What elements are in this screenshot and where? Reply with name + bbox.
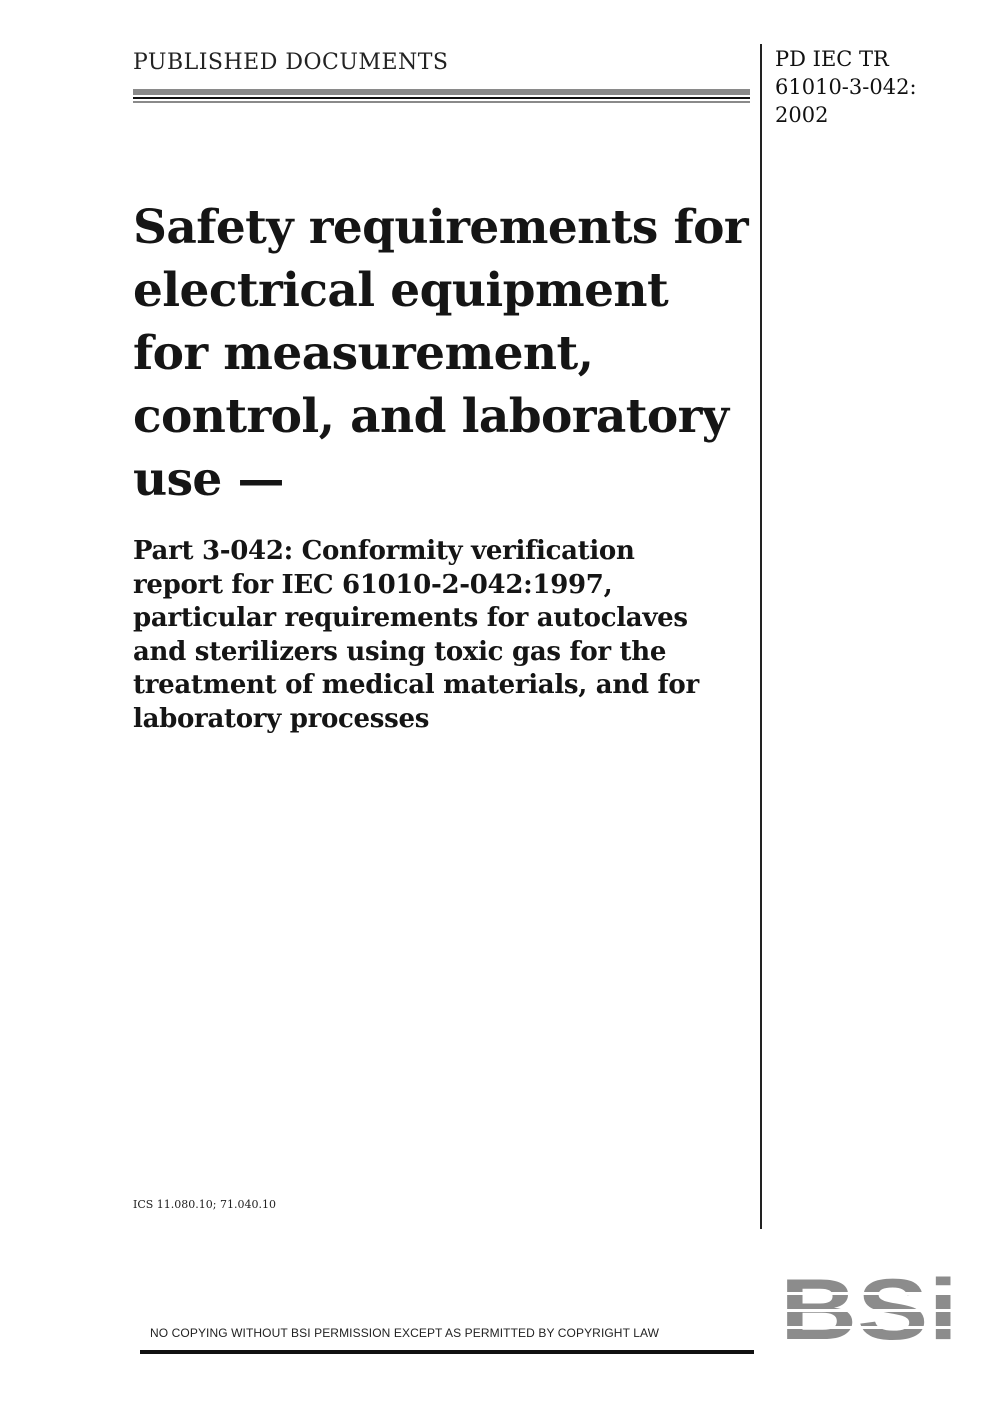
subtitle-line-3: particular requirements for autoclaves: [133, 603, 688, 633]
header-rule-grey-thin: [133, 101, 750, 103]
subtitle-line-1: Part 3-042: Conformity verification: [133, 536, 635, 566]
margin-divider: [760, 44, 762, 1229]
footer-rule: [140, 1350, 754, 1354]
bsi-logo: [779, 1276, 959, 1344]
document-number: [775, 45, 975, 129]
subtitle-line-5: treatment of medical materials, and for: [133, 670, 699, 700]
main-title: [133, 196, 753, 511]
series-label: PUBLISHED DOCUMENTS: [133, 50, 449, 75]
subtitle-line-6: laboratory processes: [133, 703, 430, 734]
copyright-notice: NO COPYING WITHOUT BSI PERMISSION EXCEPT AS PERMITTED BY COPYRIGHT LAW: [150, 1326, 660, 1340]
ics-code: ICS 11.080.10; 71.040.10: [133, 1198, 276, 1211]
main-title-line-2: electrical equipment: [133, 263, 669, 318]
subtitle-line-2: report for IEC 61010-2-042:1997,: [133, 569, 613, 600]
subtitle: [133, 535, 755, 736]
header-rule-grey: [133, 89, 750, 95]
main-title-line-4: control, and laboratory: [133, 389, 729, 444]
main-title-line-5: use —: [133, 452, 284, 507]
document-number-line-3: 2002: [775, 103, 829, 127]
document-number-line-2: 61010-3-042:: [775, 75, 917, 99]
header-rule-black: [133, 97, 750, 99]
document-number-line-1: PD IEC TR: [775, 47, 889, 71]
main-title-line-3: for measurement,: [133, 326, 594, 381]
subtitle-line-4: and sterilizers using toxic gas for the: [133, 636, 667, 667]
main-title-line-1: Safety requirements for: [133, 200, 748, 255]
